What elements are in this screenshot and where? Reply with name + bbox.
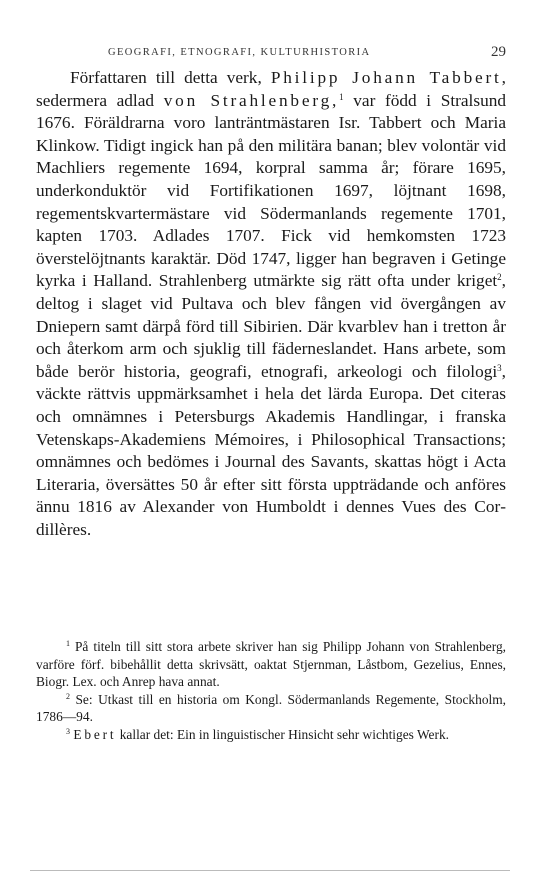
footnote-3 xyxy=(36,726,506,744)
footnote-2 xyxy=(36,691,506,726)
running-title: GEOGRAFI, ETNOGRAFI, KULTURHISTORIA xyxy=(108,47,371,58)
bottom-rule xyxy=(30,870,510,871)
footnote-mark: 3 xyxy=(66,726,70,736)
footnote-1 xyxy=(36,638,506,691)
body-text-segment: var född i Stralsund 1676. Föräldrarna voro lanträntmästaren Isr. Tabbert och Maria Klinkow. Tidigt ingick han på den militära banan; blev volontär vid Machliers regemente 1694, korpral samma år; förare 1695, underkonduktör vid Fortifikationen 1697, löjtnant 1698, regementskvartermästare vid Södermanlands regemente 1701, kapten 1703. Adlades 1707. Fick vid hemkomsten 1723 överstelöjtnants karaktär. Död 1747, ligger han begraven i Getinge kyrka i Halland. Strahlenberg utmärkte sig rätt ofta under kriget xyxy=(36,90,506,291)
body-text-segment: Författaren till detta verk, xyxy=(70,68,271,87)
footnote-text: kallar det: Ein in linguistischer Hinsicht sehr wichtiges Werk. xyxy=(116,726,449,742)
spaced-author-ebert: Ebert xyxy=(73,726,117,742)
page-number: 29 xyxy=(491,44,506,60)
body-text-segment: , deltog i slaget vid Pultava och blev fången vid övergången av Dniepern samt därpå förd till Sibirien. Där kvarblev han i tretton år och återkom arm och sjuklig till fäderneslandet. Hans arbete, som både berör historia, geografi, etnografi, arkeologi och filologi xyxy=(36,271,506,381)
book-page xyxy=(36,0,506,876)
body-text-segment: , väckte rättvis uppmärksamhet i hela det lärda Europa. Det citeras och omnämnes i Petersburgs Akademis Handlingar, i franska Vetenskaps-Akademiens Mémoires, i Philosophical Transactions; omnämnes och bedömes i Journal des Savants, skattas högt i Acta Literaria, översättes 50 år efter sitt första uppträdande och anföres ännu 1816 av Alexander von Humboldt i dennes Vues des Cordillères. xyxy=(36,361,506,539)
footnote-ref-3: 3 xyxy=(497,362,502,373)
running-head xyxy=(36,44,506,64)
footnote-text: På titeln till sitt stora arbete skriver han sig Philipp Johann von Strahlenberg, varföre förf. bibehållit detta skrivsätt, oaktat Stjernman, Låstbom, Gezelius, Ennes, Biogr. Lex. och Anrep hava annat. xyxy=(36,639,506,690)
footnote-ref-1: 1 xyxy=(339,91,344,102)
footnote-ref-2: 2 xyxy=(497,272,502,283)
footnote-mark: 1 xyxy=(66,639,70,648)
spaced-author-name: Philipp Johann Tabbert xyxy=(270,68,502,87)
footnotes xyxy=(36,638,506,744)
spaced-noble-name: von Strahlenberg, xyxy=(163,90,340,110)
body-text-segment: , sedermera adlad xyxy=(36,68,506,110)
footnote-mark: 2 xyxy=(66,691,70,701)
footnote-text: Se: Utkast till en historia om Kongl. Södermanlands Regemente, Stockholm, 1786—94. xyxy=(36,691,506,725)
body-paragraph xyxy=(36,67,506,541)
